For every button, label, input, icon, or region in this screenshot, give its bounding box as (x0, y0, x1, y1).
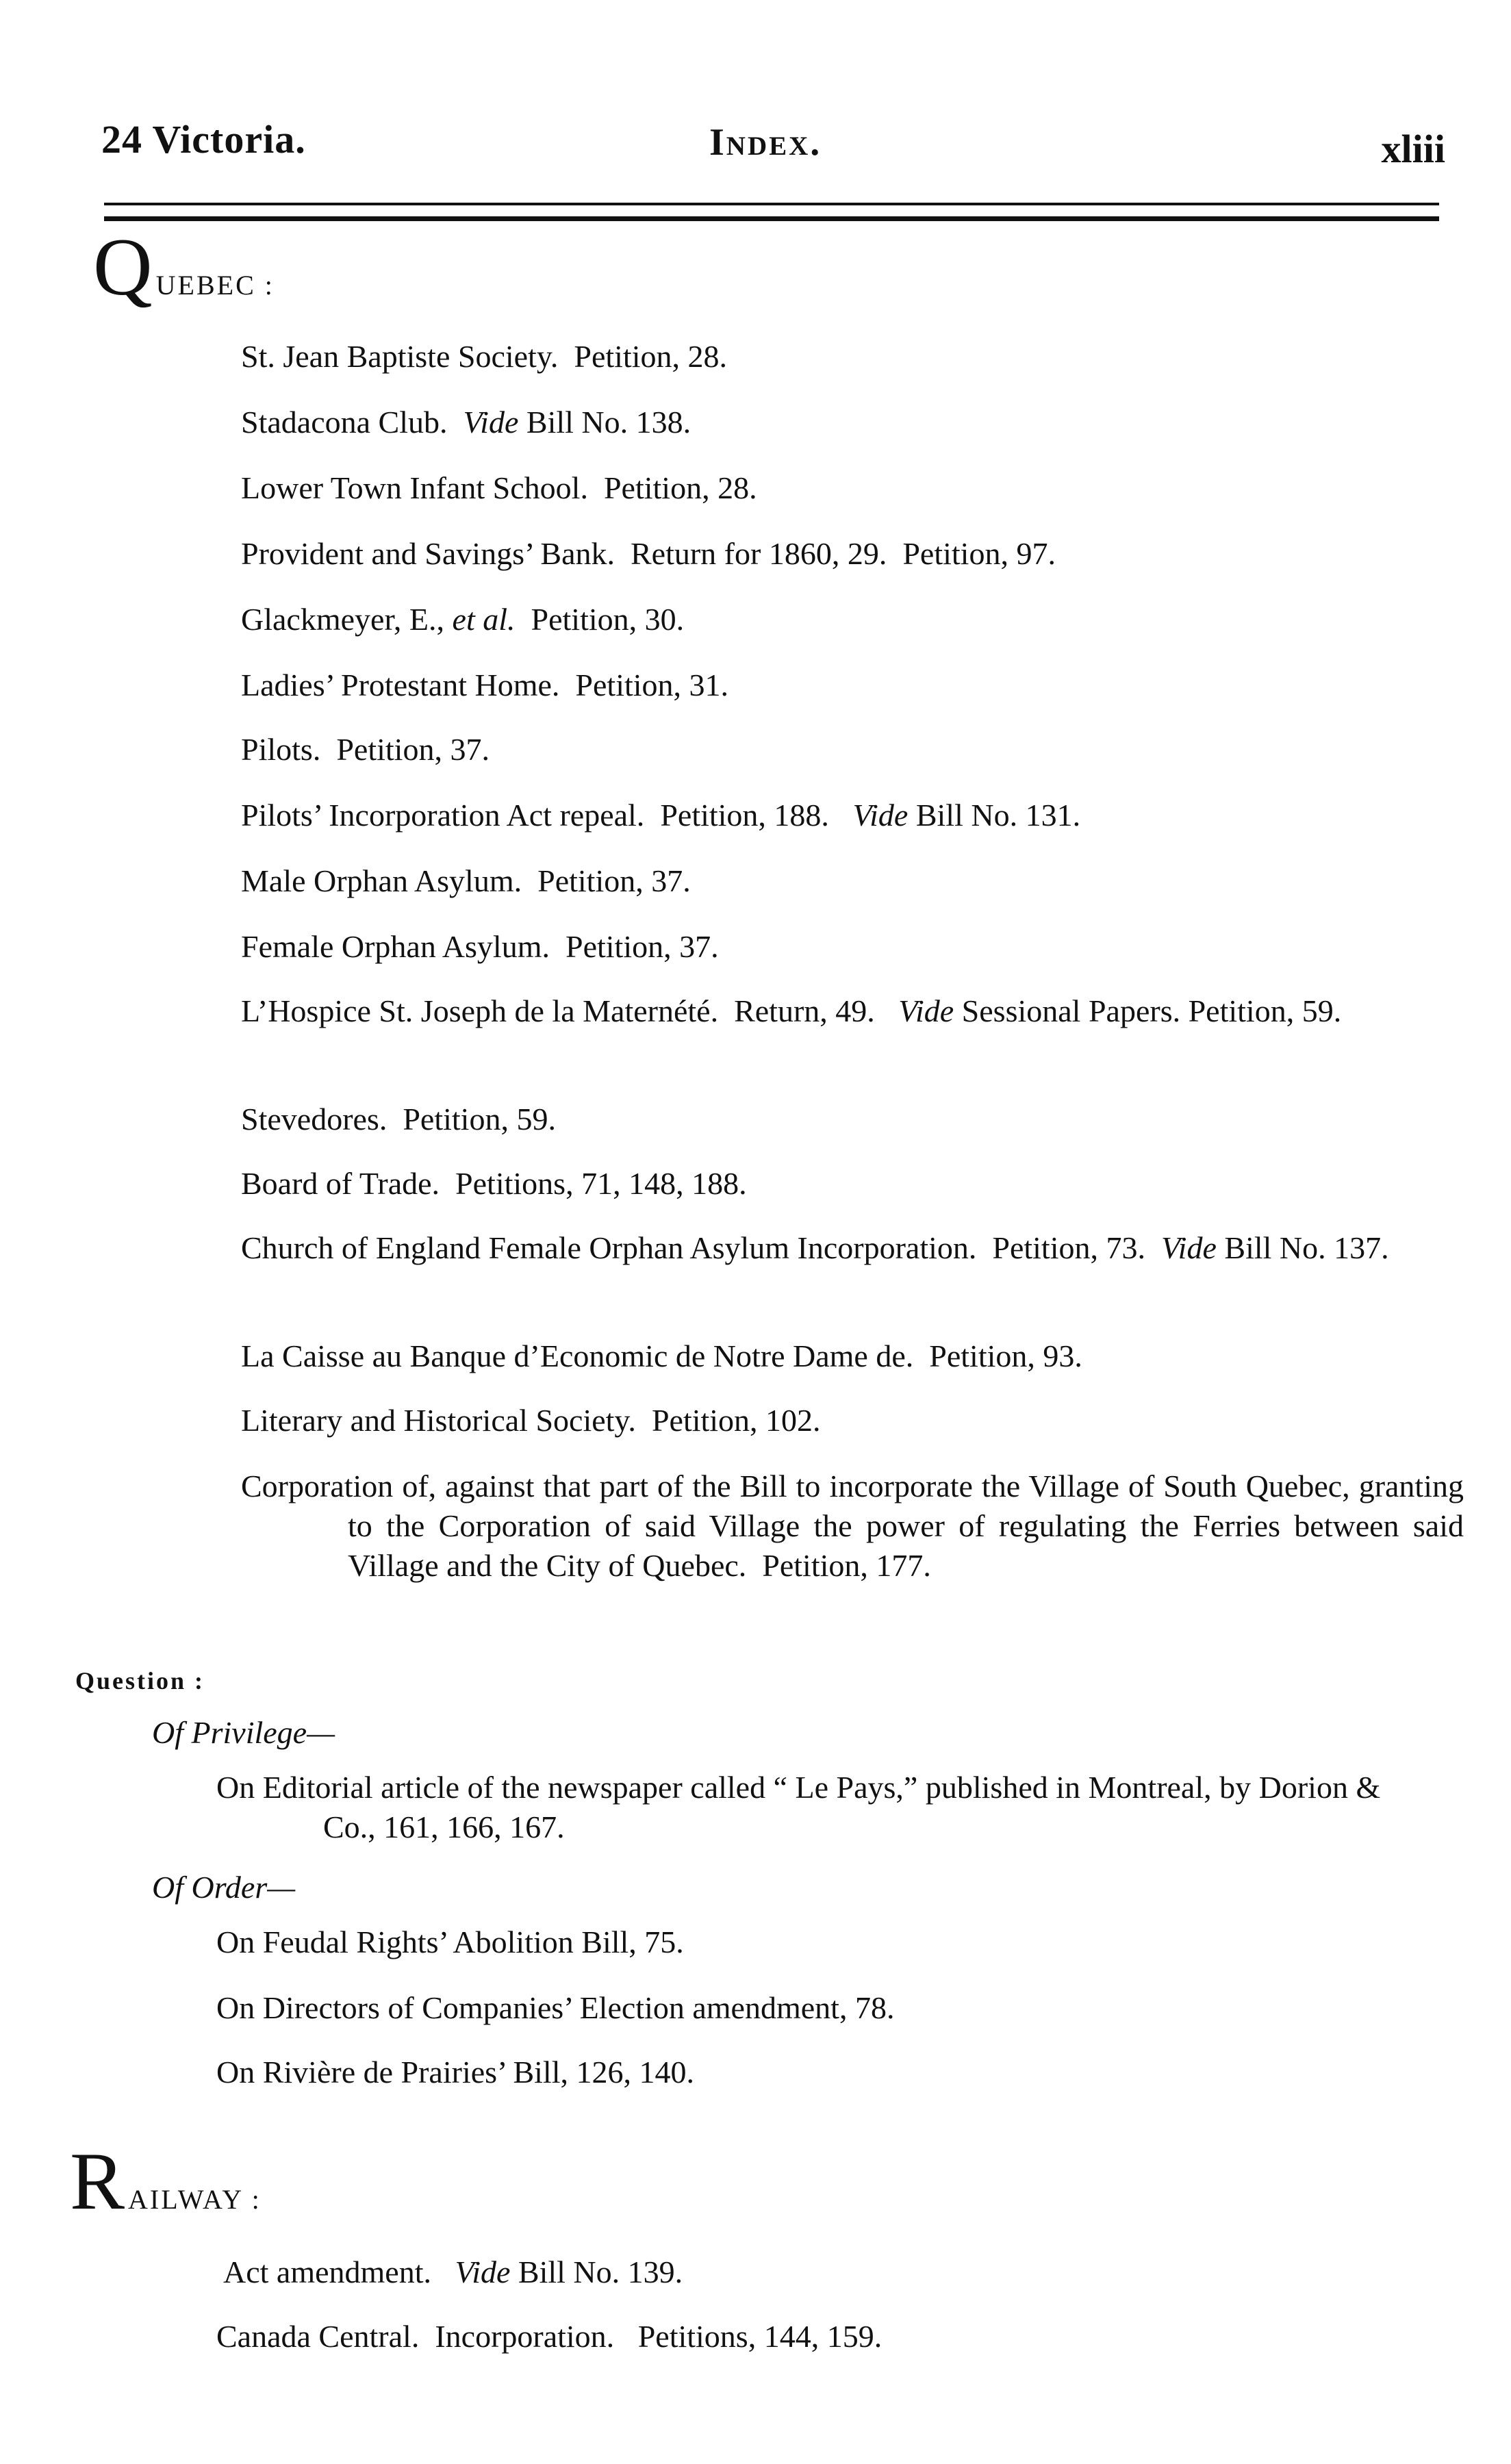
section-heading-quebec (93, 221, 275, 312)
index-entry: Stadacona Club. Vide Bill No. 138. (241, 405, 691, 440)
drop-cap: R (70, 2135, 127, 2226)
index-entry: Stevedores. Petition, 59. (241, 1102, 556, 1136)
header-rule-thin (104, 203, 1439, 205)
section-heading-question: Question : (75, 1667, 205, 1694)
index-entry: On Directors of Companies’ Election amendment, 78. (216, 1990, 895, 2025)
heading-rest: AILWAY : (128, 2184, 262, 2215)
index-entry: Provident and Savings’ Bank. Return for 1860, 29. Petition, 97. (241, 536, 1056, 571)
running-head-left: 24 Victoria. (101, 117, 306, 162)
index-entry: Pilots’ Incorporation Act repeal. Petition, 188. Vide Bill No. 131. (241, 798, 1081, 833)
running-head-title: Index. (709, 121, 822, 164)
index-entry: Ladies’ Protestant Home. Petition, 31. (241, 668, 729, 702)
index-entry: La Caisse au Banque d’Economic de Notre Dame de. Petition, 93. (241, 1338, 1082, 1373)
index-entry: On Feudal Rights’ Abolition Bill, 75. (216, 1925, 684, 1959)
subheading-privilege: Of Privilege— (152, 1715, 335, 1750)
index-entry: Act amendment. Vide Bill No. 139. (223, 2255, 683, 2289)
index-entry: Female Orphan Asylum. Petition, 37. (241, 929, 719, 964)
header-rule-thick (104, 216, 1439, 221)
index-entry: St. Jean Baptiste Society. Petition, 28. (241, 339, 727, 374)
index-entry: On Editorial article of the newspaper called “ Le Pays,” published in Montreal, by Dorion & Co., 161, 166, 167. (216, 1770, 1381, 1844)
index-entry: Corporation of, against that part of the Bill to incorporate the Village of South Quebec, granting to the Corporation of said Village the power of regulating the Ferries between said Village and the City of Quebec. Petition, 177. (241, 1469, 1464, 1583)
page-number: xliii (1381, 127, 1445, 171)
index-entry: Pilots. Petition, 37. (241, 732, 490, 767)
section-heading-railway (70, 2135, 262, 2226)
index-entry: On Rivière de Prairies’ Bill, 126, 140. (216, 2055, 694, 2090)
index-entry: Literary and Historical Society. Petition, 102. (241, 1403, 821, 1438)
index-entry: Church of England Female Orphan Asylum Incorporation. Petition, 73. Vide Bill No. 137. (241, 1230, 1389, 1265)
subheading-order: Of Order— (152, 1870, 296, 1905)
drop-cap: Q (93, 221, 155, 312)
index-entry: Male Orphan Asylum. Petition, 37. (241, 863, 691, 898)
index-entry: Glackmeyer, E., et al. Petition, 30. (241, 602, 685, 637)
heading-rest: UEBEC : (155, 270, 275, 301)
page-header (101, 116, 1445, 185)
index-entry: L’Hospice St. Joseph de la Maternété. Return, 49. Vide Sessional Papers. Petition, 59. (241, 993, 1342, 1028)
index-entry: Board of Trade. Petitions, 71, 148, 188. (241, 1166, 747, 1201)
index-entry: Lower Town Infant School. Petition, 28. (241, 470, 757, 505)
index-entry: Canada Central. Incorporation. Petitions, 144, 159. (216, 2319, 883, 2354)
